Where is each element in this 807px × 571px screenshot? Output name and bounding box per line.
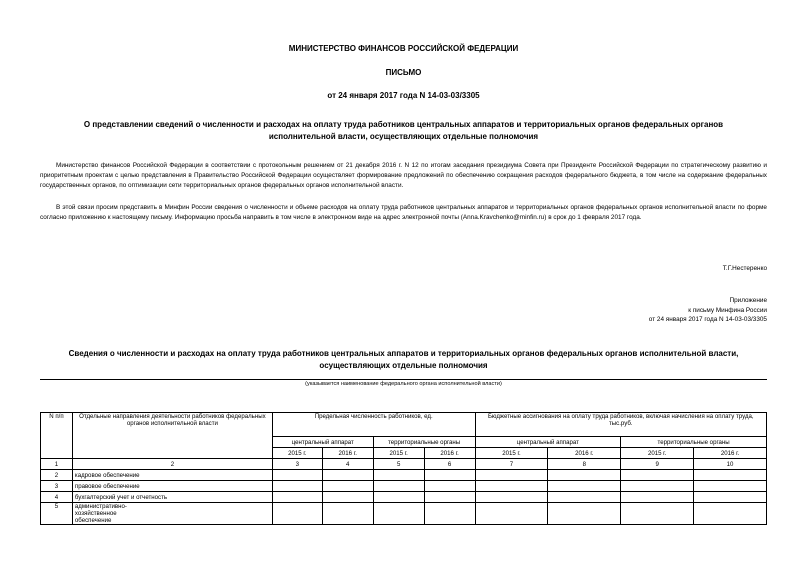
header-num: N п/п (41, 413, 73, 459)
column-number: 7 (475, 459, 548, 470)
document-date-number: от 24 января 2017 года N 14-03-03/3305 (327, 91, 480, 100)
table-row (41, 470, 767, 481)
row-label: бухгалтерский учет и отчетность (72, 492, 272, 503)
year-cell: 2015 г. (373, 448, 424, 459)
year-cell: 2015 г. (475, 448, 548, 459)
header-territorial-budget: территориальные органы (621, 437, 767, 448)
org-name-hint: (указывается наименование федерального органа исполнительной власти) (305, 381, 502, 387)
header-direction: Отдельные направления деятельности работников федеральных органов исполнительной власти (72, 413, 272, 459)
table-row (41, 492, 767, 503)
header-central-budget: центральный аппарат (475, 437, 621, 448)
column-number: 2 (72, 459, 272, 470)
row-number: 4 (41, 492, 73, 503)
document-subject: О представлении сведений о численности и расходах на оплату труда работников центральных аппаратов и территориальных органов федеральных органов исполнительной власти, осуществляющих отдельные полномочия (83, 120, 724, 141)
column-number: 1 (41, 459, 73, 470)
header-budget: Бюджетные ассигнования на оплату труда работников, включая начисления на оплату труда, тыс.руб. (475, 413, 766, 437)
appendix-line-2: к письму Минфина России (688, 306, 767, 314)
table-row (41, 481, 767, 492)
year-cell: 2016 г. (322, 448, 373, 459)
header-central-staff: центральный аппарат (272, 437, 373, 448)
signature: Т.Г.Нестеренко (722, 265, 767, 272)
row-label: административно-хозяйственное обеспечение (72, 503, 272, 525)
header-staff: Предельная численность работников, ед. (272, 413, 475, 437)
column-number: 10 (694, 459, 767, 470)
appendix-line-1: Приложение (729, 297, 767, 304)
row-label: правовое обеспечение (72, 481, 272, 492)
row-label: кадровое обеспечение (72, 470, 272, 481)
column-number: 6 (424, 459, 475, 470)
appendix-title: Сведения о численности и расходах на оплату труда работников центральных аппаратов и территориальных органов федеральных органов исполнительной власти, осуществляющих отдельные полномочия (68, 349, 739, 370)
year-cell: 2015 г. (272, 448, 322, 459)
row-number: 2 (41, 470, 73, 481)
row-number: 5 (41, 503, 73, 525)
column-number: 9 (621, 459, 694, 470)
table-row (41, 503, 767, 525)
header-territorial-staff: территориальные органы (373, 437, 475, 448)
body-paragraph-1: Министерство финансов Российской Федерации в соответствии с протокольным решением от 21 декабря 2016 г. N 12 по итогам заседания президиума Совета при Президенте Российской Федерации по стратегическому развитию и приоритетным проектам с целью представления в Правительство Российской Федерации осуществляет формирование предложений по обеспечению сокращения расходов федерального бюджета, в том числе на содержание федеральных государственных органов, по оптимизации сети территориальных органов федеральных органов исполнительной власти. (40, 162, 767, 189)
document-type: ПИСЬМО (385, 68, 422, 77)
column-number: 4 (322, 459, 373, 470)
column-number: 5 (373, 459, 424, 470)
year-cell: 2016 г. (694, 448, 767, 459)
year-cell: 2015 г. (621, 448, 694, 459)
body-paragraph-2: В этой связи просим представить в Минфин России сведения о численности и объеме расходов на оплату труда работников центральных аппаратов и территориальных органов федеральных органов исполнительной власти по форме согласно приложению к настоящему письму. Информацию просьба направить в том числе в электронном виде на адрес электронной почты (Anna.Kravchenko@minfin.ru) в срок до 1 февраля 2017 года. (40, 204, 767, 221)
column-number: 8 (548, 459, 621, 470)
data-table (40, 412, 767, 525)
ministry-title: МИНИСТЕРСТВО ФИНАНСОВ РОССИЙСКОЙ ФЕДЕРАЦИИ (288, 44, 519, 53)
row-number: 3 (41, 481, 73, 492)
appendix-line-3: от 24 января 2017 года N 14-03-03/3305 (648, 316, 767, 323)
year-cell: 2016 г. (548, 448, 621, 459)
org-name-line (40, 379, 767, 380)
column-number: 3 (272, 459, 322, 470)
appendix-label (649, 296, 767, 325)
year-cell: 2016 г. (424, 448, 475, 459)
